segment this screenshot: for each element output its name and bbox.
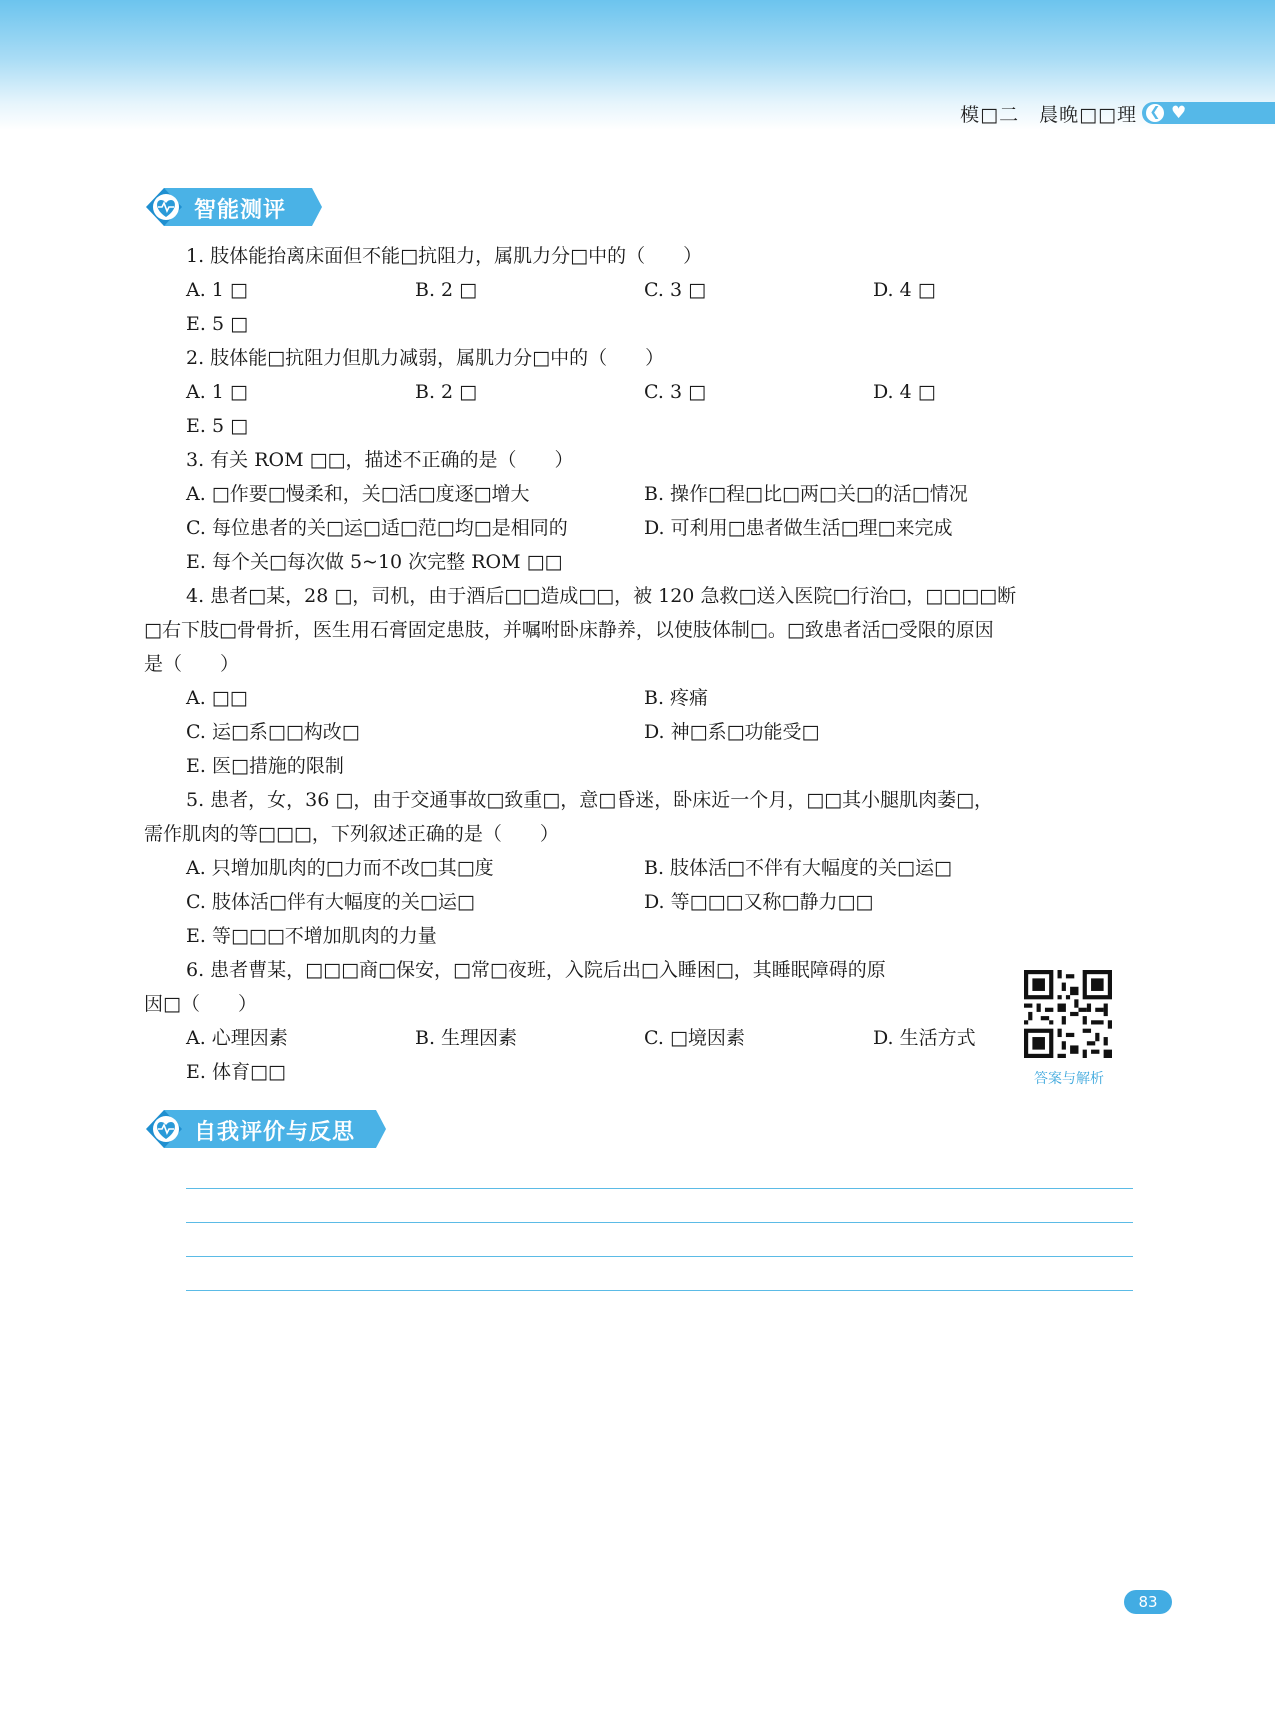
option-2b[interactable]: B. 2 □ [415,381,478,403]
option-2c[interactable]: C. 3 □ [644,381,707,403]
option-2a[interactable]: A. 1 □ [186,381,248,403]
option-5d[interactable]: D. 等□□□又称□静力□□ [644,891,874,913]
question-4-stem-1: 4. 患者□某，28 □，司机，由于酒后□□造成□□，被 120 急救□送入医院□行治□，□□□□断 [186,585,1017,607]
option-2d[interactable]: D. 4 □ [873,381,936,403]
option-3e[interactable]: E. 每个关□每次做 5~10 次完整 ROM □□ [186,551,563,573]
section-title: 自我评价与反思 [194,1120,356,1145]
option-4b[interactable]: B. 疼痛 [644,687,709,709]
option-6d[interactable]: D. 生活方式 [873,1027,976,1049]
page-number: 83 [1124,1590,1172,1614]
option-1d[interactable]: D. 4 □ [873,279,936,301]
option-5a[interactable]: A. 只增加肌肉的□力而不改□其□度 [186,857,494,879]
answer-line[interactable] [186,1222,1133,1223]
qr-code-icon[interactable] [1024,970,1112,1058]
heart-icon: ♥ [1171,103,1187,123]
option-4c[interactable]: C. 运□系□□构改□ [186,721,360,743]
answer-line[interactable] [186,1188,1133,1189]
option-3d[interactable]: D. 可利用□患者做生活□理□来完成 [644,517,953,539]
option-1a[interactable]: A. 1 □ [186,279,248,301]
option-5c[interactable]: C. 肢体活□伴有大幅度的关□运□ [186,891,475,913]
question-4-stem-3: 是（ ） [144,653,240,675]
question-3-stem: 3. 有关 ROM □□，描述不正确的是（ ） [186,449,574,471]
option-5b[interactable]: B. 肢体活□不伴有大幅度的关□运□ [644,857,952,879]
option-1e[interactable]: E. 5 □ [186,313,249,335]
option-4a[interactable]: A. □□ [186,687,248,709]
option-6b[interactable]: B. 生理因素 [415,1027,518,1049]
question-5-stem-2: 需作肌肉的等□□□，下列叙述正确的是（ ） [144,823,559,845]
answer-line[interactable] [186,1256,1133,1257]
question-4-stem-2: □右下肢□骨骨折，医生用石膏固定患肢，并嘱咐卧床静养，以使肢体制□。□致患者活□受限的原因 [144,619,994,641]
heartbeat-icon [146,188,186,226]
option-1b[interactable]: B. 2 □ [415,279,478,301]
qr-caption[interactable]: 答案与解析 [1034,1071,1104,1087]
option-5e[interactable]: E. 等□□□不增加肌肉的力量 [186,925,437,947]
option-4d[interactable]: D. 神□系□功能受□ [644,721,820,743]
option-4e[interactable]: E. 医□措施的限制 [186,755,344,777]
heartbeat-icon [146,1110,186,1148]
question-6-stem-2: 因□（ ） [144,993,257,1015]
section-banner-reflection [146,1110,386,1148]
question-1-stem: 1. 肢体能抬离床面但不能□抗阻力，属肌力分□中的（ ） [186,245,703,267]
option-6a[interactable]: A. 心理因素 [186,1027,288,1049]
option-6e[interactable]: E. 体育□□ [186,1061,286,1083]
chapter-title: 模□二 晨晚□□理 [960,104,1137,126]
option-3b[interactable]: B. 操作□程□比□两□关□的活□情况 [644,483,968,505]
option-3a[interactable]: A. □作要□慢柔和，关□活□度逐□增大 [186,483,530,505]
option-6c[interactable]: C. □境因素 [644,1027,745,1049]
option-1c[interactable]: C. 3 □ [644,279,707,301]
arrow-left-icon[interactable]: ❮ [1146,104,1164,122]
section-title: 智能测评 [194,198,287,223]
question-5-stem-1: 5. 患者，女，36 □，由于交通事故□致重□，意□昏迷，卧床近一个月，□□其小腿肌肉萎□， [186,789,994,811]
option-3c[interactable]: C. 每位患者的关□运□适□范□均□是相同的 [186,517,568,539]
question-6-stem-1: 6. 患者曹某，□□□商□保安，□常□夜班，入院后出□入睡困□，其睡眠障碍的原 [186,959,886,981]
question-2-stem: 2. 肢体能□抗阻力但肌力减弱，属肌力分□中的（ ） [186,347,665,369]
option-2e[interactable]: E. 5 □ [186,415,249,437]
section-banner-assessment [146,188,322,226]
header-tab[interactable] [1142,102,1275,124]
answer-line[interactable] [186,1290,1133,1291]
